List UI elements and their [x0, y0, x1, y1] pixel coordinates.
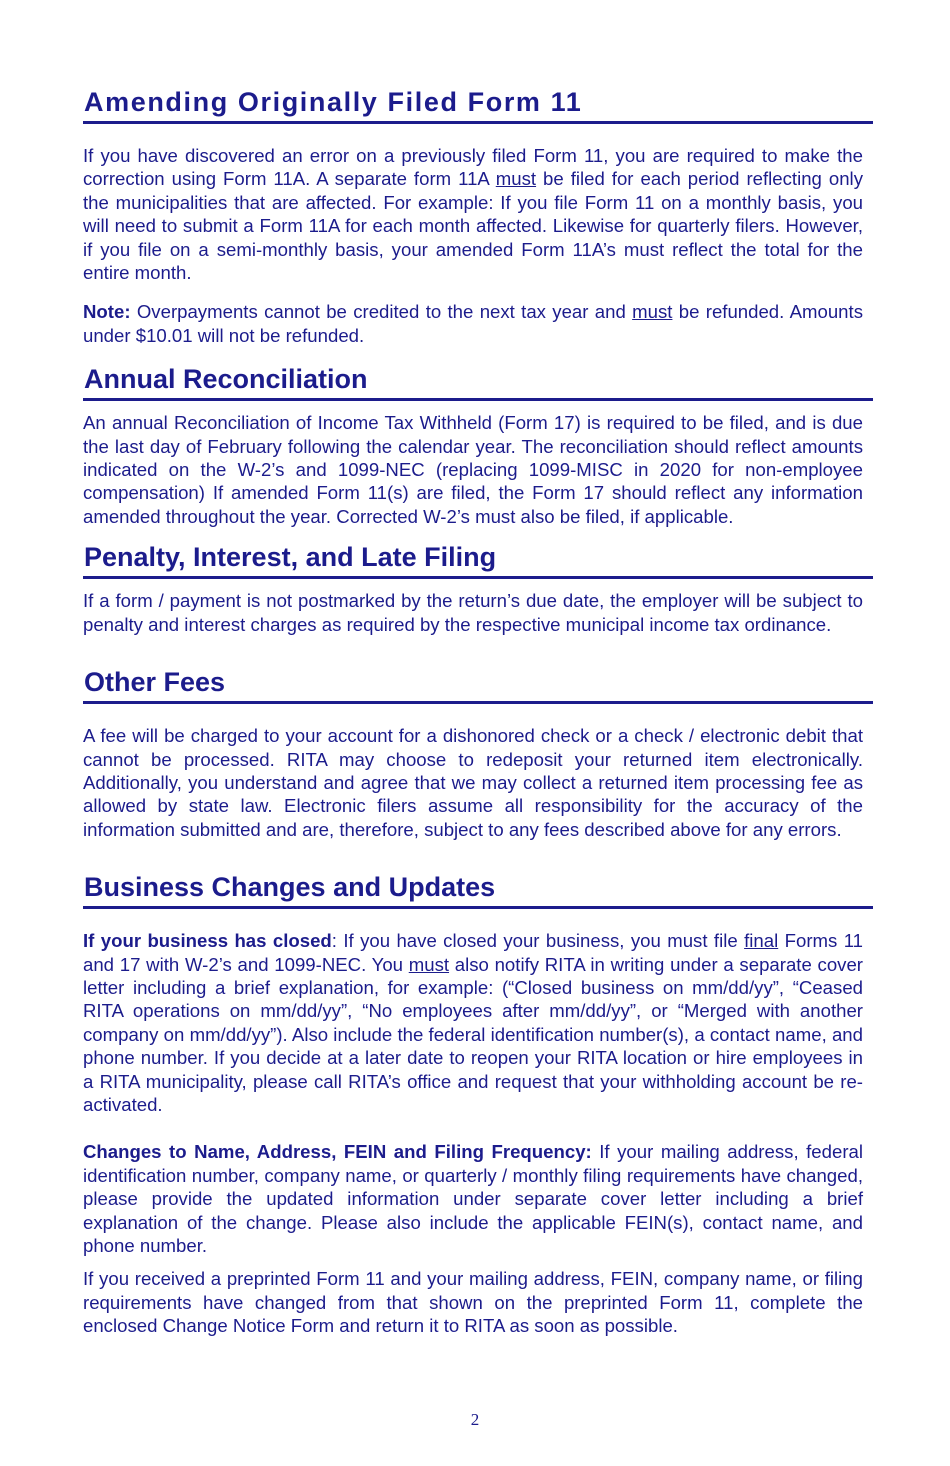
note-must: must [632, 301, 673, 323]
business-changes-paragraph [83, 1140, 873, 1257]
amending-text-1: If you have discovered an error on a previously filed Form 11, you are required to make the correction using Form 11A. A separate form 11A [83, 145, 863, 190]
annual-paragraph: An annual Reconciliation of Income Tax Withheld (Form 17) is required to be filed, and is due the last day of February following the calendar year. The reconciliation should reflect amounts indicated on the W-2’s and 1099-NEC (replacing 1099-MISC in 2020 for non-employee compensation) If amended Form 11(s) are filed, the Form 17 should reflect any information amended throughout the year. Corrected W-2’s must also be filed, if applicable. [83, 412, 863, 527]
section-annual [83, 361, 873, 528]
business-preprinted-paragraph: If you received a preprinted Form 11 and your mailing address, FEIN, company name, or filing requirements have changed from that shown on the preprinted Form 11, complete the enclosed Change Notice Form and return it to RITA as soon as possible. [83, 1268, 863, 1337]
note-text-2: be refunded. Amounts under $10.01 will not be refunded. [83, 301, 863, 346]
heading-annual: Annual Reconciliation [83, 361, 873, 401]
closed-label: If your business has closed [83, 930, 332, 952]
changes-label: Changes to Name, Address, FEIN and Filing Frequency: [83, 1141, 592, 1163]
closed-must: must [408, 953, 450, 975]
fees-paragraph: A fee will be charged to your account for a dishonored check or a check / electronic debit that cannot be processed. RITA may choose to redeposit your returned item electronically. Additionally, you understand and agree that we may collect a returned item processing fee as allowed by state law. Electronic filers assume all responsibility for the accuracy of the information submitted and are, therefore, subject to any fees described above for any errors. [83, 725, 863, 840]
page-number: 2 [470, 1410, 480, 1429]
heading-penalty: Penalty, Interest, and Late Filing [83, 539, 873, 579]
document-page [83, 84, 873, 1338]
closed-final: final [744, 930, 779, 952]
heading-fees: Other Fees [83, 664, 873, 704]
amending-paragraph [83, 144, 873, 284]
changes-text: If your mailing address, federal identification number, company name, or quarterly / monthly filing requirements have changed, please provide the updated information under separate cover letter including a brief explanation of the change. Please also include the applicable FEIN(s), contact name, and phone number. [83, 1141, 863, 1256]
heading-amending: Amending Originally Filed Form 11 [83, 84, 873, 124]
note-text-1: Overpayments cannot be credited to the next tax year and [130, 301, 633, 323]
section-amending [83, 84, 873, 347]
penalty-paragraph: If a form / payment is not postmarked by the return’s due date, the employer will be subject to penalty and interest charges as required by the respective municipal income tax ordinance. [83, 590, 863, 635]
amending-note [83, 300, 873, 347]
amending-text-2: be filed for each period reflecting only the municipalities that are affected. For example: If you file Form 11 on a monthly basis, you will need to submit a Form 11A for each month affected. Likewise for quarterly filers. However, if you file on a semi-monthly basis, your amended Form 11A’s must reflect the total for the entire month. [83, 168, 863, 284]
note-label: Note: [83, 301, 131, 323]
section-penalty [83, 539, 873, 636]
closed-text-2: Forms 11 and 17 with W-2’s and 1099-NEC. You [83, 930, 863, 975]
closed-text-1: : If you have closed your business, you must file [331, 930, 745, 952]
heading-business: Business Changes and Updates [83, 869, 873, 909]
business-closed-paragraph [83, 929, 873, 1116]
section-business [83, 869, 873, 1338]
closed-text-3: also notify RITA in writing under a separate cover letter including a brief explanation, for example: (“Closed business on mm/dd/yy”, “Ceased RITA operations on mm/dd/yy”, “No employees after mm/dd/yy”, or “Merged with another company on mm/dd/yy”). Also include the federal identification number(s), a contact name, and phone number. If you decide at a later date to reopen your RITA location or hire employees in a RITA municipality, please call RITA’s office and request that your withholding account be re-activated. [83, 953, 863, 1115]
section-fees [83, 664, 873, 841]
amending-must: must [495, 168, 537, 190]
